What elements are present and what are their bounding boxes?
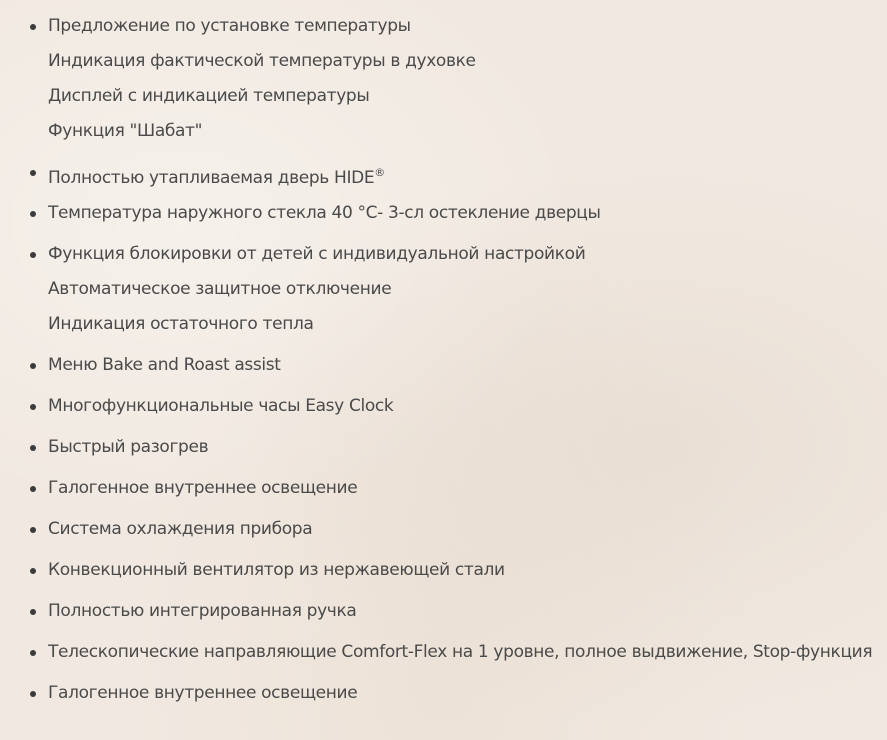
feature-item xyxy=(0,676,887,711)
feature-item xyxy=(0,512,887,547)
feature-sub: Индикация фактической температуры в духовке xyxy=(48,51,476,71)
bullet-icon xyxy=(30,211,36,217)
feature-item xyxy=(0,553,887,588)
feature-sub: Функция "Шабат" xyxy=(48,121,203,141)
feature-item xyxy=(0,635,887,670)
feature-main: Полностью интегрированная ручка xyxy=(48,601,357,621)
feature-main: Телескопические направляющие Comfort-Flex на 1 уровне, полное выдвижение, Stop-функция xyxy=(48,642,873,662)
feature-main: Галогенное внутреннее освещение xyxy=(48,478,358,498)
feature-item xyxy=(0,196,887,231)
bullet-icon xyxy=(30,691,36,697)
bullet-icon xyxy=(30,609,36,615)
feature-item xyxy=(0,348,887,383)
feature-main: Конвекционный вентилятор из нержавеющей стали xyxy=(48,560,505,580)
feature-sub: Индикация остаточного тепла xyxy=(48,314,314,334)
bullet-icon xyxy=(30,527,36,533)
feature-item xyxy=(0,9,887,149)
feature-main: Многофункциональные часы Easy Clock xyxy=(48,396,394,416)
feature-main: Галогенное внутреннее освещение xyxy=(48,683,358,703)
bullet-icon xyxy=(30,486,36,492)
feature-item xyxy=(0,471,887,506)
feature-main: Предложение по установке температуры xyxy=(48,16,411,36)
feature-main: Функция блокировки от детей с индивидуальной настройкой xyxy=(48,244,586,264)
feature-main: Быстрый разогрев xyxy=(48,437,209,457)
bullet-icon xyxy=(30,24,36,30)
feature-item xyxy=(0,237,887,342)
feature-sub: Дисплей с индикацией температуры xyxy=(48,86,370,106)
feature-main-text: Полностью утапливаемая дверь HIDE xyxy=(48,168,375,188)
registered-mark: ® xyxy=(374,166,386,179)
feature-item xyxy=(0,389,887,424)
feature-main: Система охлаждения прибора xyxy=(48,519,313,539)
feature-main xyxy=(48,155,887,190)
bullet-icon xyxy=(30,363,36,369)
feature-main: Меню Bake and Roast assist xyxy=(48,355,281,375)
bullet-icon xyxy=(30,445,36,451)
bullet-icon xyxy=(30,170,36,176)
feature-item xyxy=(0,594,887,629)
bullet-icon xyxy=(30,568,36,574)
bullet-icon xyxy=(30,252,36,258)
bullet-icon xyxy=(30,404,36,410)
feature-item xyxy=(0,155,887,190)
bullet-icon xyxy=(30,650,36,656)
feature-item xyxy=(0,430,887,465)
feature-main: Температура наружного стекла 40 °C- 3-сл остекление дверцы xyxy=(48,203,601,223)
feature-sub: Автоматическое защитное отключение xyxy=(48,279,392,299)
